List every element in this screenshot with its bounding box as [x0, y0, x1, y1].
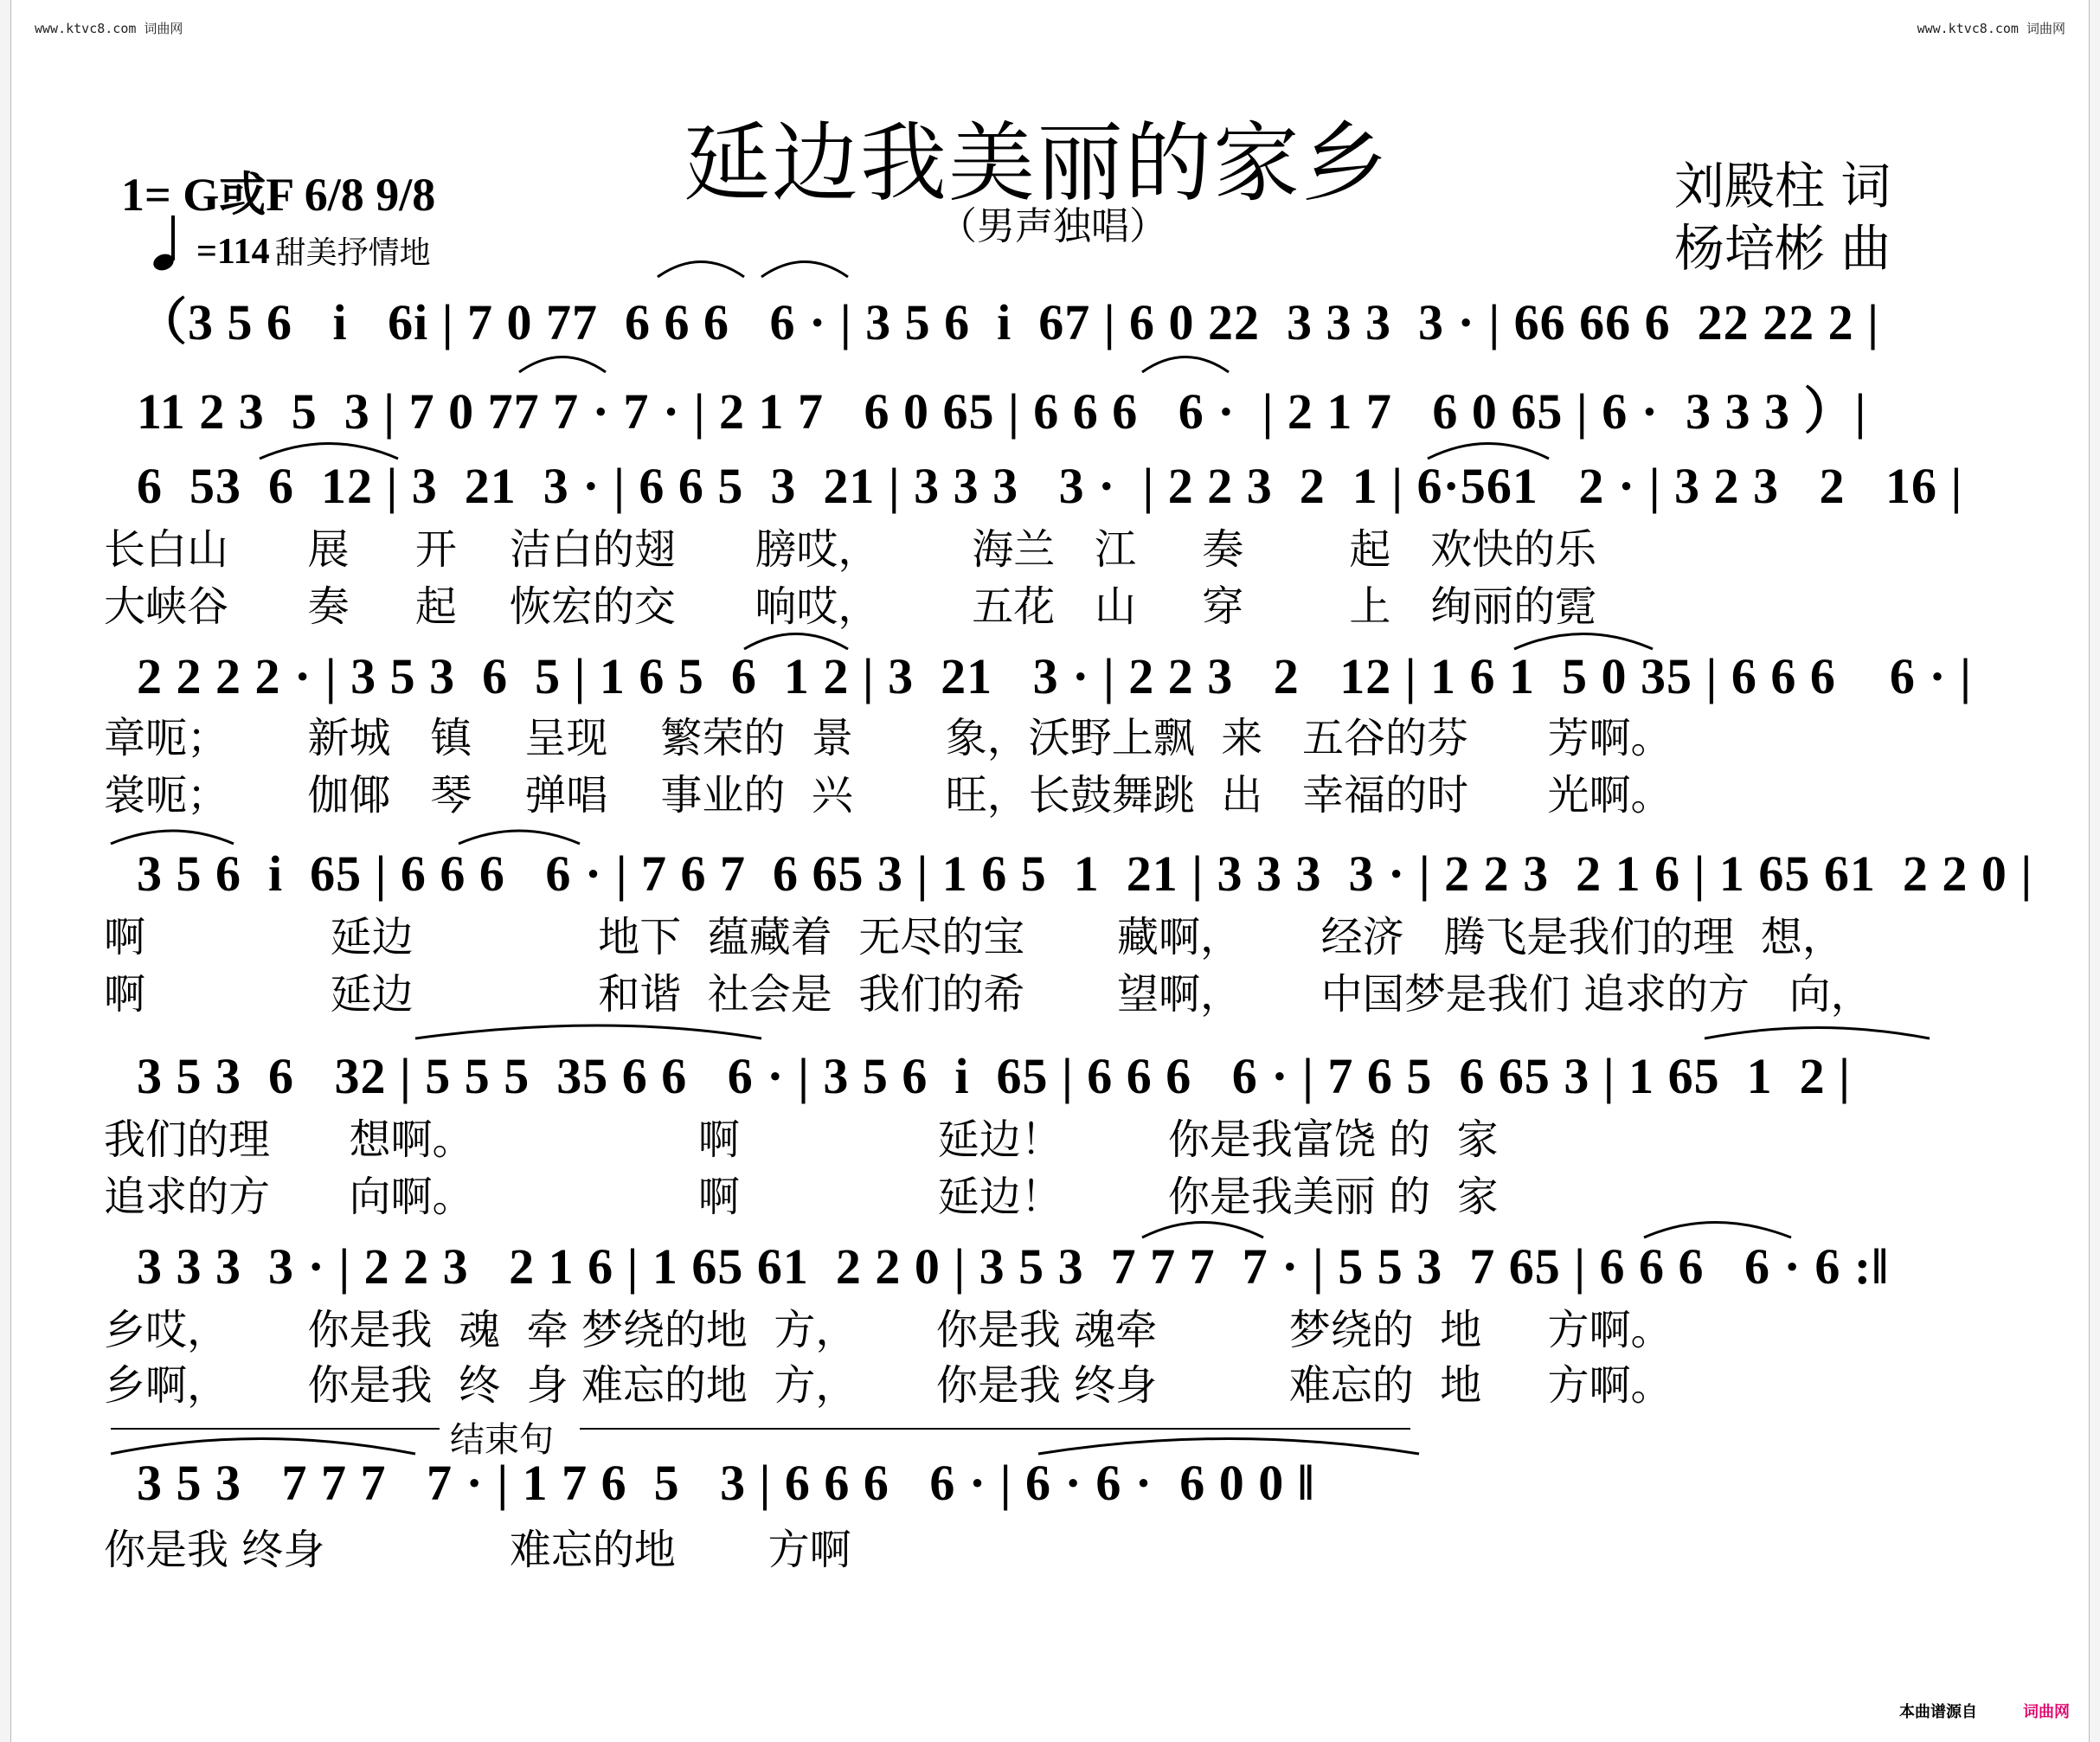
watermark-right: www.ktvc8.com 词曲网 — [1917, 21, 2065, 36]
right-border-strip — [2089, 0, 2100, 1742]
notation-row-5: 3 5 6 i 65 | 6 6 6 6 · | 7 6 7 6 65 3 | 1 6 5 1 21 | 3 3 3 3 · | 2 2 3 2 1 6 | 1 65 61 2 2 0 | — [137, 845, 2033, 902]
slur — [415, 1025, 761, 1038]
left-border-strip — [0, 0, 11, 1742]
ending-bracket-right — [580, 1428, 1410, 1430]
lyric-row-6-verse-1: 我们的理 想啊。 啊 延边！ 你是我富饶 的 家 — [104, 1115, 1499, 1164]
footer-source-text: 本曲谱源自 — [1899, 1703, 1977, 1721]
slur — [1705, 1028, 1930, 1039]
notation-row-6: 3 5 3 6 32 | 5 5 5 35 6 6 6 · | 3 5 6 i 65 | 6 6 6 6 · | 7 6 5 6 65 3 | 1 65 1 2 | — [137, 1048, 1851, 1104]
notation-row-1: （3 5 6 i 6i | 7 0 77 6 6 6 6 · | 3 5 6 i 67 | 6 0 22 3 3 3 3 · | 66 66 6 22 22 2 | — [137, 294, 1879, 350]
footer-brand-link[interactable]: 词曲网 — [2023, 1703, 2070, 1721]
composer-credit: 杨培彬 曲 — [1674, 219, 1891, 278]
notation-row-7: 3 3 3 3 · | 2 2 3 2 1 6 | 1 65 61 2 2 0 | 3 5 3 7 7 7 7 · | 5 5 3 7 65 | 6 6 6 6 · 6 :‖ — [137, 1238, 1890, 1295]
lyric-row-3-verse-1: 长白山 展 开 洁白的翅 膀哎， 海兰 江 奏 起 欢快的乐 — [104, 525, 1597, 574]
slur — [1038, 1439, 1419, 1455]
tempo-value: =114 — [196, 232, 270, 272]
notation-row-4: 2 2 2 2 · | 3 5 3 6 5 | 1 6 5 6 1 2 | 3 21 3 · | 2 2 3 2 12 | 1 6 1 5 0 35 | 6 6 6 6 · | — [137, 648, 1972, 704]
slur — [111, 831, 234, 844]
tempo-marking — [151, 212, 431, 273]
notation-row-8-ending: 3 5 3 7 7 7 7 · | 1 7 6 5 3 | 6 6 6 6 · | 6 · 6 · 6 0 0 ‖ — [137, 1455, 1315, 1511]
slur — [459, 831, 580, 844]
slur — [111, 1439, 415, 1455]
slur — [1644, 1223, 1791, 1238]
slur — [761, 262, 848, 278]
ending-label: 结束句 — [450, 1420, 554, 1460]
slur — [1142, 1223, 1263, 1238]
lyric-row-7-verse-2: 乡啊， 你是我 终 身 难忘的地 方， 你是我 终身 难忘的 地 方啊。 — [104, 1361, 1673, 1410]
lyric-row-8: 你是我 终身 难忘的地 方啊 — [104, 1526, 851, 1574]
lyric-row-5-verse-1: 啊 延边 地下 蕴藏着 无尽的宝 藏啊， 经济 腾飞是我们的理 想， — [104, 913, 1844, 961]
lyric-row-4-verse-2: 裳呃； 伽倻 琴 弹唱 事业的 兴 旺，长鼓舞跳 出 幸福的时 光啊。 — [104, 771, 1673, 820]
lyric-row-6-verse-2: 追求的方 向啊。 啊 延边！ 你是我美丽 的 家 — [104, 1173, 1499, 1221]
song-subtitle: （男声独唱） — [939, 204, 1167, 248]
notation-row-3: 6 53 6 12 | 3 21 3 · | 6 6 5 3 21 | 3 3 3 3 · | 2 2 3 2 1 | 6·561 2 · | 3 2 3 2 16 | — [137, 458, 1963, 514]
ending-bracket-left — [111, 1428, 440, 1430]
lyric-row-4-verse-1: 章呃； 新城 镇 呈现 繁荣的 景 象，沃野上飘 来 五谷的芬 芳啊。 — [104, 714, 1673, 762]
key-signature: 1= G或F 6/8 9/8 — [121, 169, 436, 221]
lyric-row-5-verse-2: 啊 延边 和谐 社会是 我们的希 望啊， 中国梦是我们 追求的方 向， — [104, 970, 1872, 1019]
song-title: 延边我美丽的家乡 — [684, 112, 1390, 214]
lyric-row-3-verse-2: 大峡谷 奏 起 恢宏的交 响哎， 五花 山 穿 上 绚丽的霓 — [104, 582, 1597, 631]
expression-marking: 甜美抒情地 — [274, 235, 431, 271]
notation-row-2: 11 2 3 5 3 | 7 0 77 7 · 7 · | 2 1 7 6 0 65 | 6 6 6 6 · | 2 1 7 6 0 65 | 6 · 3 3 3 ）| — [137, 383, 1867, 440]
slur — [658, 262, 744, 278]
quarter-note-icon — [151, 212, 191, 273]
watermark-left: www.ktvc8.com 词曲网 — [35, 21, 183, 36]
lyricist-credit: 刘殿柱 词 — [1674, 157, 1891, 215]
lyric-row-7-verse-1: 乡哎， 你是我 魂 牵 梦绕的地 方， 你是我 魂牵 梦绕的 地 方啊。 — [104, 1306, 1673, 1354]
